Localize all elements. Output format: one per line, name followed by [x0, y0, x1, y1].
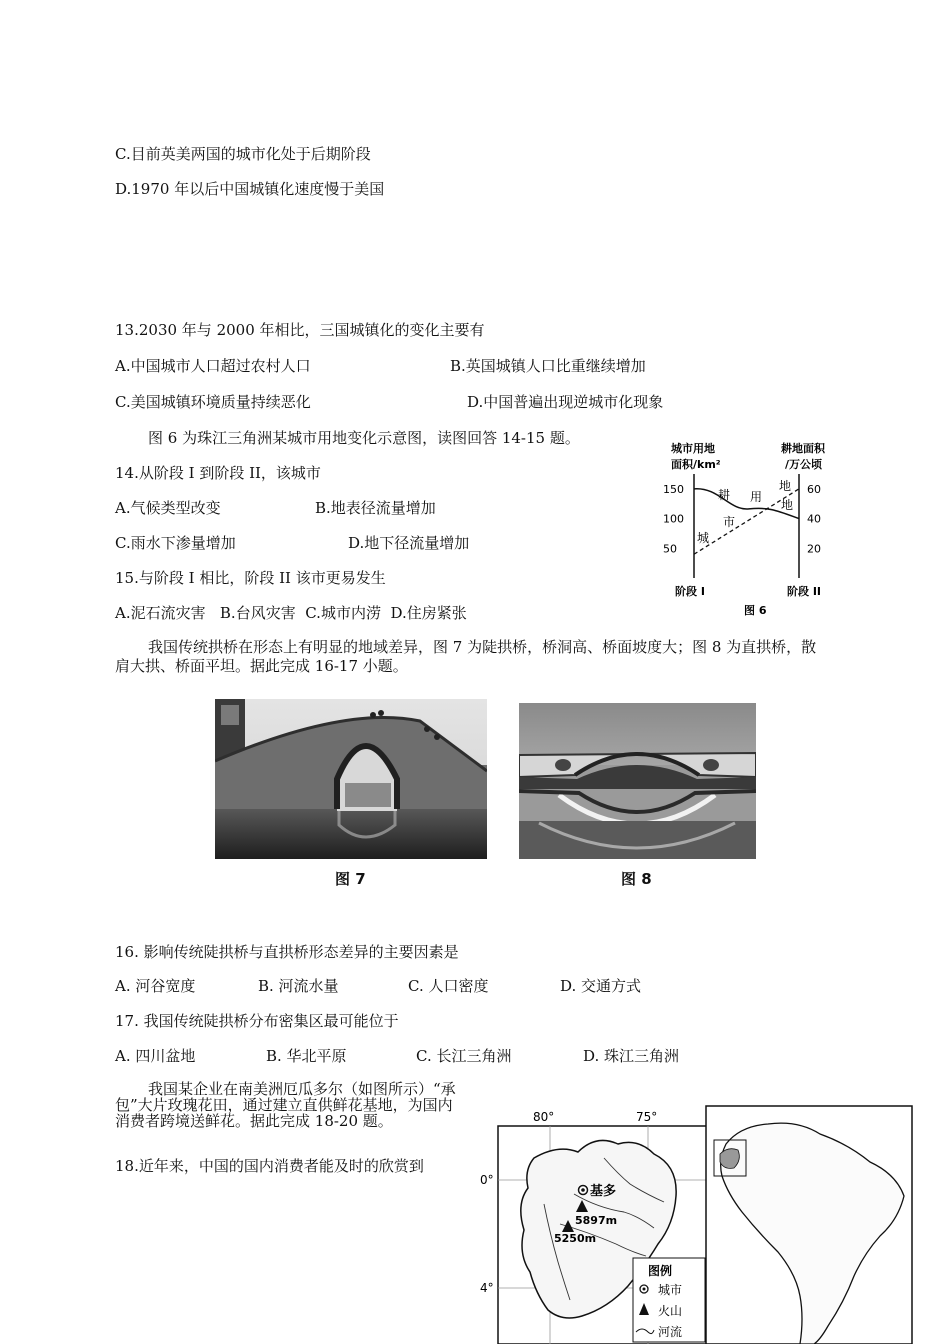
fig6-right-tick-label: 40 — [807, 512, 821, 526]
q16-option-d: D. 交通方式 — [560, 977, 642, 995]
legend-city: 城市 — [658, 1283, 683, 1297]
fig6-right-tick-label: 60 — [807, 482, 821, 496]
q14-option-a: A.气候类型改变 — [115, 499, 221, 517]
fig8-straight-arch-bridge-photo — [519, 703, 756, 859]
q13-option-d: D.中国普遍出现逆城市化现象 — [467, 393, 664, 411]
fig6-chart — [655, 438, 845, 618]
map-city-label: 基多 — [590, 1184, 617, 1199]
map-lat-4: 4° — [480, 1281, 494, 1295]
q18-stem: 18.近年来，中国的国内消费者能及时的欣赏到 — [115, 1157, 424, 1175]
fig6-stage-1: 阶段 I — [675, 585, 705, 598]
q17-option-d: D. 珠江三角洲 — [583, 1047, 680, 1065]
fig6-right-axis-title-1: 耕地面积 — [781, 442, 825, 455]
q14-option-b: B.地表径流量增加 — [315, 499, 436, 517]
bridge-intro: 我国传统拱桥在形态上有明显的地域差异，图 7 为陡拱桥，桥洞高、桥面坡度大；图 8 为直拱桥，散肩大拱、桥面平坦。据此完成 16-17 小题。 — [115, 638, 817, 675]
fig7-steep-arch-bridge-photo — [215, 699, 487, 859]
fig6-left-axis-title-1: 城市用地 — [671, 442, 715, 455]
q14-option-c: C.雨水下渗量增加 — [115, 534, 236, 552]
q14-stem: 14.从阶段 I 到阶段 II，该城市 — [115, 464, 321, 482]
fig6-left-tick-label: 100 — [663, 512, 684, 526]
fig6-intro: 图 6 为珠江三角洲某城市用地变化示意图，读图回答 14-15 题。 — [148, 429, 580, 447]
fig6-stage-2: 阶段 II — [787, 585, 822, 598]
legend-title: 图例 — [648, 1264, 673, 1278]
q13-option-a: A.中国城市人口超过农村人口 — [115, 357, 311, 375]
fig6-left-tick-label: 50 — [663, 542, 677, 556]
ecuador-highlight — [720, 1149, 739, 1169]
fig6-label-di1: 地 — [779, 479, 792, 493]
fig7-caption: 图 7 — [335, 870, 366, 888]
fig6-right-tick-label: 20 — [807, 542, 821, 556]
q12-option-d: D.1970 年以后中国城镇化速度慢于美国 — [115, 180, 385, 198]
q16-option-c: C. 人口密度 — [408, 977, 489, 995]
fig8-caption: 图 8 — [621, 870, 652, 888]
map-lon-75: 75° — [636, 1110, 658, 1124]
q13-stem: 13.2030 年与 2000 年相比，三国城镇化的变化主要有 — [115, 321, 485, 339]
fig6-left-tick-label: 150 — [663, 482, 684, 496]
fig6-label-di2: 地 — [781, 498, 794, 512]
q16-option-a: A. 河谷宽度 — [115, 977, 196, 995]
q17-option-a: A. 四川盆地 — [115, 1047, 196, 1065]
ecuador-intro: 我国某企业在南美洲厄瓜多尔（如图所示）“承包”大片玫瑰花田，通过建立直供鲜花基地，为国内消费者跨境送鲜花。据此完成 18-20 题。 — [115, 1080, 456, 1130]
q15-stem: 15.与阶段 I 相比，阶段 II 该市更易发生 — [115, 569, 386, 587]
q12-option-c: C.目前英美两国的城市化处于后期阶段 — [115, 145, 371, 163]
fig6-left-axis-title-2: 面积/km² — [671, 458, 721, 471]
q13-option-c: C.美国城镇环境质量持续恶化 — [115, 393, 311, 411]
q13-option-b: B.英国城镇人口比重继续增加 — [450, 357, 646, 375]
legend-river: 河流 — [658, 1325, 683, 1339]
map-volcano-2: 5250m — [554, 1232, 597, 1245]
fig6-label-geng: 耕 — [718, 488, 731, 502]
q17-option-b: B. 华北平原 — [266, 1047, 347, 1065]
q15-options: A.泥石流灾害 B.台风灾害 C.城市内涝 D.住房紧张 — [115, 604, 467, 622]
q16-option-b: B. 河流水量 — [258, 977, 339, 995]
q16-stem: 16. 影响传统陡拱桥与直拱桥形态差异的主要因素是 — [115, 943, 459, 961]
map-lon-80: 80° — [533, 1110, 555, 1124]
fig6-caption: 图 6 — [744, 604, 767, 617]
map-lat-0: 0° — [480, 1173, 494, 1187]
q17-option-c: C. 长江三角洲 — [416, 1047, 512, 1065]
fig6-label-shi: 市 — [723, 515, 736, 529]
fig6-label-cheng: 城 — [697, 531, 710, 545]
map-volcano-1: 5897m — [575, 1214, 618, 1227]
q14-option-d: D.地下径流量增加 — [348, 534, 470, 552]
q17-stem: 17. 我国传统陡拱桥分布密集区最可能位于 — [115, 1012, 399, 1030]
legend-volcano: 火山 — [658, 1304, 683, 1318]
fig6-label-yong: 用 — [750, 490, 763, 504]
fig6-right-axis-title-2: /万公顷 — [785, 458, 823, 471]
ecuador-map — [478, 1104, 918, 1344]
